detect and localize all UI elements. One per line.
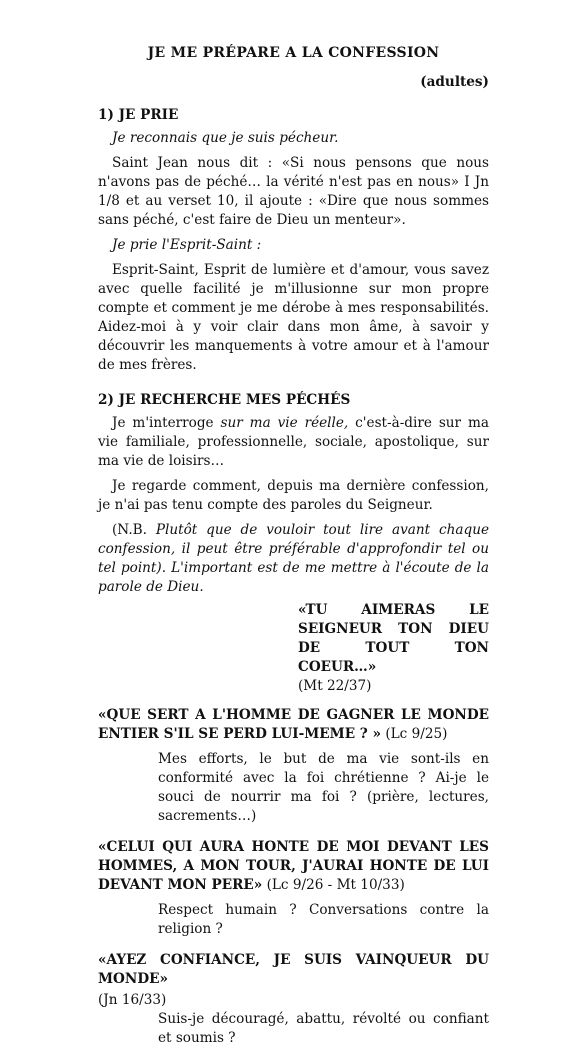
page-subtitle: (adultes) [420, 74, 489, 90]
paragraph-text: c'est-à-dire sur ma vie familiale, professionnelle, sociale, apostolique, sur ma vie de loisirs… [98, 415, 489, 469]
quote-3-text: «CELUI QUI AURA HONTE DE MOI DEVANT LES HOMMES, A MON TOUR, J'AURAI HONTE DE LUI DEVANT MON PERE» [98, 839, 489, 893]
scripture-quote-1 [298, 601, 489, 696]
examination-questions-2: Mes efforts, le but de ma vie sont-ils en conformité avec la foi chrétienne ? Ai-je le souci de nourrir ma foi ? (prière, lectures, sacrements…) [158, 751, 489, 824]
section-1-paragraph-1: Saint Jean nous dit : «Si nous pensons que nous n'avons pas de péché… la vérité n'est pas en nous» I Jn 1/8 et au verset 10, il ajoute : «Dire que nous sommes sans péché, c'est faire de Dieu un menteur». [98, 155, 489, 228]
section-2-heading: 2) JE RECHERCHE MES PÉCHÉS [98, 392, 351, 408]
quote-4-text: «AYEZ CONFIANCE, JE SUIS VAINQUEUR DU MONDE» [98, 952, 489, 987]
section-spacer [98, 381, 489, 391]
note-prefix: (N.B. [112, 522, 156, 538]
scripture-quote-2 [98, 706, 489, 744]
note-text: Plutôt que de vouloir tout lire avant chaque confession, il peut être préférable d'approfondir tel ou tel point). L'important est de me mettre à l'écoute de la parole de Dieu. [98, 522, 489, 595]
section-1-subheading-2: Je prie l'Esprit-Saint : [112, 237, 262, 253]
quote-1-text: «TU AIMERAS LE SEIGNEUR TON DIEU DE TOUT TON COEUR…» [298, 602, 489, 675]
section-2-paragraph-1 [98, 414, 489, 471]
section-2-paragraph-2: Je regarde comment, depuis ma dernière confession, je n'ai pas tenu compte des paroles du Seigneur. [98, 478, 489, 513]
scripture-quote-3 [98, 838, 489, 895]
quote-4-reference: (Jn 16/33) [98, 992, 167, 1008]
scripture-quote-4 [98, 951, 489, 989]
section-1-heading: 1) JE PRIE [98, 107, 179, 123]
section-1-subheading-1: Je reconnais que je suis pécheur. [112, 130, 339, 146]
examination-questions-3: Respect humain ? Conversations contre la religion ? [158, 902, 489, 937]
section-1-paragraph-2: Esprit-Saint, Esprit de lumière et d'amour, vous savez avec quelle facilité je m'illusionne sur mon propre compte et comment je me dérobe à mes responsabilités. Aidez-moi à y voir clair dans mon âme, à savoir y découvrir les manquements à votre amour et à l'amour de mes frères. [98, 262, 489, 373]
quote-2-text: «QUE SERT A L'HOMME DE GAGNER LE MONDE ENTIER S'IL SE PERD LUI-MEME ? » [98, 707, 489, 742]
page-title: JE ME PRÉPARE A LA CONFESSION [147, 45, 440, 61]
quote-2-reference: (Lc 9/25) [381, 726, 448, 742]
quote-3-reference: (Lc 9/26 - Mt 10/33) [262, 877, 405, 893]
quote-1-reference: (Mt 22/37) [298, 678, 372, 694]
examination-questions-4: Suis-je découragé, abattu, révolté ou confiant et soumis ? [158, 1011, 489, 1046]
paragraph-text: Je m'interroge [112, 415, 221, 431]
paragraph-emphasis: sur ma vie réelle, [220, 415, 349, 431]
section-2-note [98, 521, 489, 597]
